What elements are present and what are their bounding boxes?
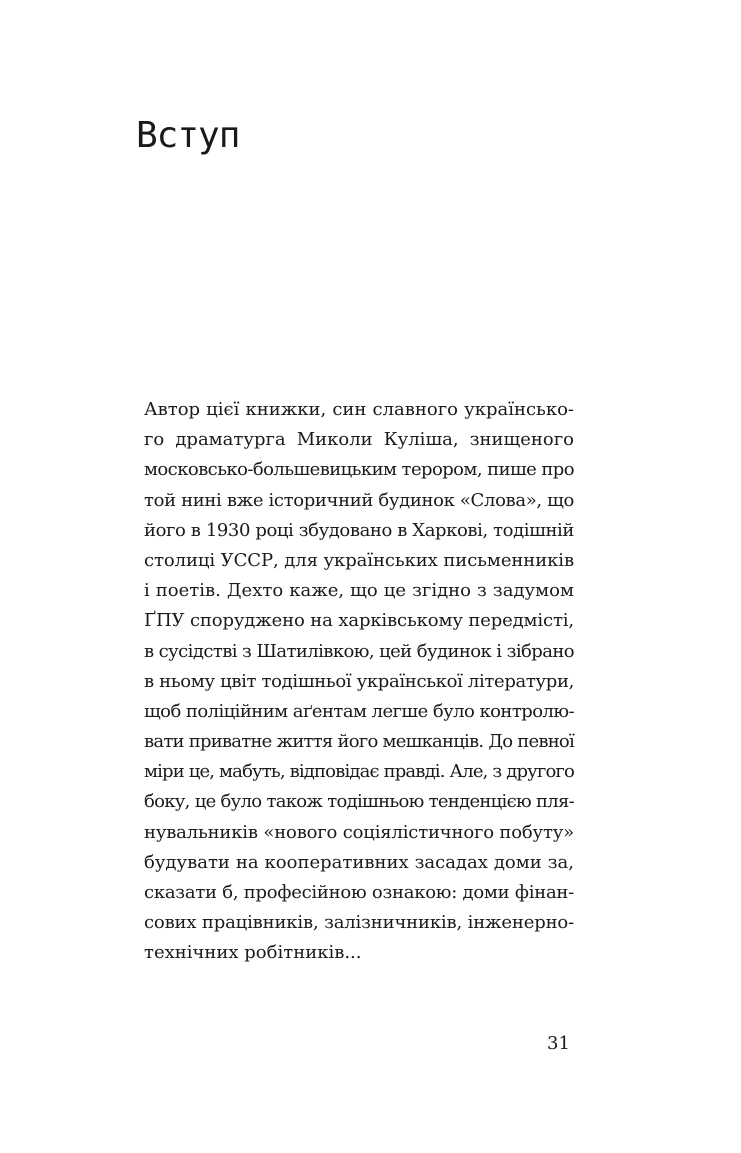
chapter-title: Вступ <box>136 115 240 156</box>
text-line: будувати на кооперативних засадах доми за, <box>144 851 574 873</box>
text-line: його в 1930 році збудовано в Харкові, тодішній <box>144 519 574 541</box>
text-line: технічних робітників... <box>144 942 362 964</box>
text-line: го драматурга Миколи Куліша, знищеного <box>144 429 574 451</box>
text-line: нувальників «нового соціялістичного побуту» <box>144 821 574 843</box>
body-paragraph <box>144 395 574 969</box>
text-line: в ньому цвіт тодішньої української літератури, <box>144 670 574 692</box>
text-line: в сусідстві з Шатилівкою, цей будинок і зібрано <box>144 640 574 662</box>
text-line: столиці УССР, для українських письменників <box>144 549 575 571</box>
text-line: той нині вже історичний будинок «Слова», що <box>144 489 574 511</box>
text-line: ҐПУ споруджено на харківському передмісті, <box>144 610 574 632</box>
text-line: московсько-большевицьким терором, пише про <box>144 459 575 481</box>
text-line: Автор цієї книжки, син славного українсько- <box>144 399 574 420</box>
text-line: міри це, мабуть, відповідає правді. Але, з другого <box>144 761 574 783</box>
text-line: вати приватне життя його мешканців. До певної <box>144 731 574 753</box>
text-line: і поетів. Дехто каже, що це згідно з задумом <box>144 580 574 602</box>
text-line: боку, це було також тодішньою тенденцією пля- <box>144 791 574 813</box>
page-number: 31 <box>547 1033 570 1054</box>
text-line: щоб поліційним аґентам легше було контролю- <box>144 700 574 722</box>
text-line: сових працівників, залізничників, інженерно- <box>144 912 574 934</box>
text-line: сказати б, професійною ознакою: доми фінан- <box>144 882 574 903</box>
